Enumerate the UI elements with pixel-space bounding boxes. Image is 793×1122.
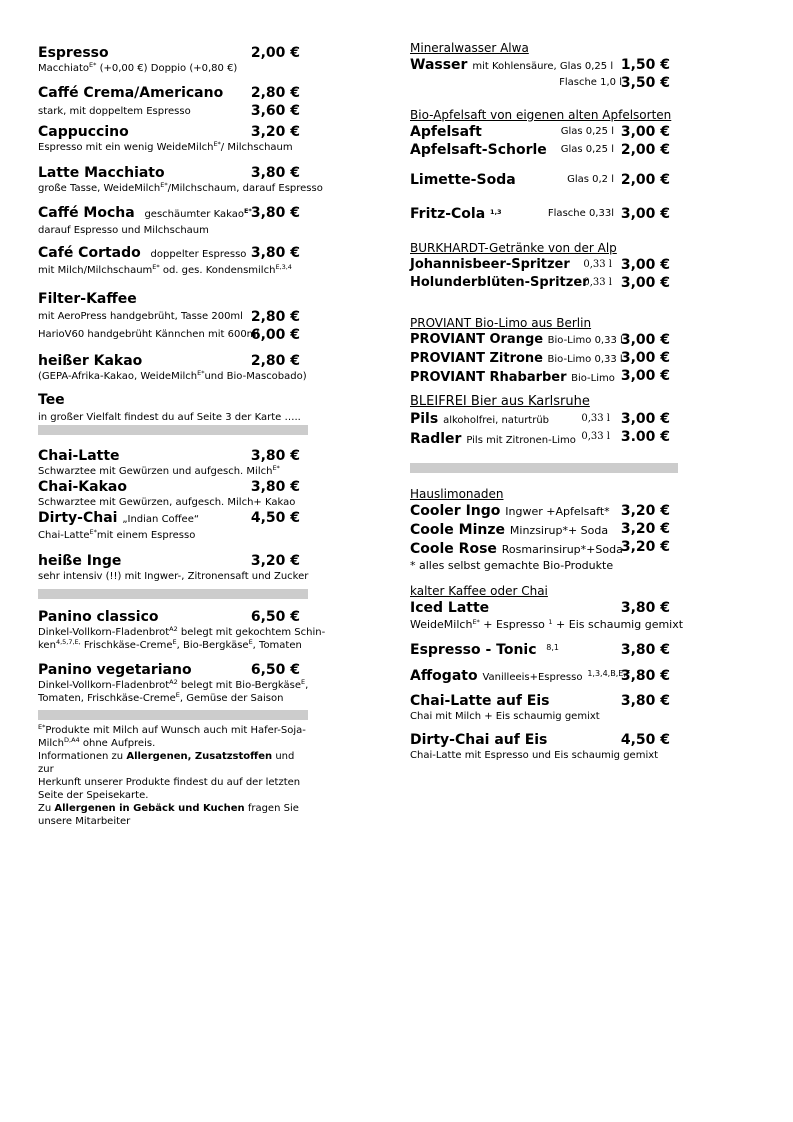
item-price: 3.00 €: [620, 429, 670, 445]
section-heading: PROVIANT Bio-Limo aus Berlin: [410, 316, 592, 330]
item-size: Glas 0,2 l: [567, 174, 614, 185]
item-title: Chai-Latte: [38, 448, 120, 464]
item-price: 3,80 €: [620, 693, 670, 709]
menu-item-dirty-chai-eis: [410, 731, 680, 762]
menu-item-filter-kaffee: [38, 290, 308, 344]
item-title: Tee: [38, 392, 65, 408]
section-heading: Bio-Apfelsaft von eigenen alten Apfelsorten: [410, 108, 672, 122]
item-size: Flasche 0,33l: [547, 208, 614, 219]
item-title-cooler-ingo: Cooler Ingo Ingwer +Apfelsaft*: [410, 503, 610, 519]
item-desc-aeropress: mit AeroPress handgebrüht, Tasse 200ml: [38, 311, 243, 322]
item-desc: sehr intensiv (!!) mit Ingwer-, Zitronensaft und Zucker: [38, 571, 309, 582]
item-desc: Chai mit Milch + Eis schaumig gemixt: [410, 711, 600, 722]
item-price-double: 3,60 €: [250, 103, 300, 119]
item-desc: Espresso mit ein wenig WeideMilch$^{E*}$/ Milchschaum: [38, 140, 293, 153]
menu-item-heisse-inge: [38, 552, 308, 583]
item-desc: Chai-Latte$^{E*}$mit einem Espresso: [38, 528, 196, 541]
menu-item-chai-latte-eis: [410, 692, 680, 723]
section-mineralwasser: [410, 41, 680, 91]
item-note: * alles selbst gemachte Bio-Produkte: [410, 559, 614, 572]
item-price: 2,00 €: [250, 45, 300, 61]
item-title-coole-rose: Coole Rose Rosmarinsirup*+Soda: [410, 541, 623, 557]
item-price: 2,00 €: [620, 172, 670, 188]
item-title-schorle: Apfelsaft-Schorle: [410, 142, 547, 158]
item-price: 3,20 €: [620, 503, 670, 519]
separator-bar: [38, 425, 308, 435]
item-title-apfelsaft: Apfelsaft: [410, 124, 482, 140]
menu-item-chai-kakao: [38, 478, 308, 509]
item-title: Café Cortado doppelter Espresso: [38, 245, 247, 261]
menu-item-americano: [38, 84, 308, 121]
menu-item-latte-macchiato: [38, 164, 323, 195]
item-price: 3,20 €: [620, 539, 670, 555]
item-title-zitrone: PROVIANT Zitrone Bio-Limo 0,33 l: [410, 351, 623, 366]
item-price: 6,50 €: [250, 662, 300, 678]
item-title: Panino vegetariano: [38, 662, 192, 678]
item-desc: Schwarztee mit Gewürzen und aufgesch. Milch$^{E*}$: [38, 464, 280, 477]
item-price: 3,80 €: [250, 479, 300, 495]
menu-item-limette-soda: [410, 171, 680, 189]
item-desc-hario: HarioV60 handgebrüht Kännchen mit 600ml: [38, 329, 260, 340]
separator-bar: [38, 589, 308, 599]
item-price: 3,80 €: [250, 245, 300, 261]
item-title: Dirty-Chai „Indian Coffee“: [38, 510, 200, 526]
item-size: 0,33 l: [583, 277, 612, 288]
section-apfelsaft: [410, 108, 680, 159]
section-burkhardt: [410, 241, 680, 292]
section-heading: BLEIFREI Bier aus Karlsruhe: [410, 394, 590, 409]
separator-bar: [410, 463, 678, 473]
section-proviant: [410, 316, 680, 388]
item-desc: stark, mit doppeltem Espresso: [38, 106, 191, 117]
item-price: 3,80 €: [250, 448, 300, 464]
item-desc: in großer Vielfalt findest du auf Seite 3 der Karte …..: [38, 412, 301, 423]
item-title-iced-latte: Iced Latte: [410, 600, 490, 616]
item-desc-line1: Dinkel-Vollkorn-Fladenbrot$^{A2}$ belegt mit gekochtem Schin-: [38, 625, 326, 638]
item-price-hario: 6,00 €: [250, 327, 300, 343]
item-desc: WeideMilch$^{E*}$ + Espresso $^1$ + Eis schaumig gemixt: [410, 618, 684, 631]
item-title-holunder: Holunderblüten-Spritzer: [410, 275, 589, 290]
menu-item-chai-latte: [38, 447, 308, 478]
item-title: Dirty-Chai auf Eis: [410, 732, 548, 748]
menu-item-tee: [38, 391, 308, 424]
item-price-bottle: 3,50 €: [620, 75, 670, 91]
item-desc-line2: Tomaten, Frischkäse-Creme$^E$, Gemüse der Saison: [38, 691, 284, 704]
menu-item-espresso-tonic: [410, 641, 680, 659]
item-price-aeropress: 2,80 €: [250, 309, 300, 325]
item-title: heißer Kakao: [38, 353, 143, 369]
item-title: Latte Macchiato: [38, 165, 165, 181]
section-bleifrei: [410, 394, 680, 450]
allergen-note: $^{E*}$Produkte mit Milch auf Wunsch auch mit Hafer-Soja- Milch$^{D,A4}$ ohne Aufpreis. Informationen zu Allergenen, Zusatzstoffen und zur Herkunft unserer Produkte findest du auf der letzten Seite der Speisekarte. Zu Allergenen in Gebäck und Kuchen fragen Sie unsere Mitarbeiter: [38, 723, 306, 827]
menu-item-cappuccino: [38, 123, 308, 154]
section-heading: Mineralwasser Alwa: [410, 41, 529, 55]
item-price: 3,00 €: [620, 206, 670, 222]
menu-item-heisser-kakao: [38, 352, 308, 383]
item-title: Cappuccino: [38, 124, 129, 140]
item-title: Affogato Vanilleeis+Espresso $^{1,3,4,B,E,F}$: [410, 668, 631, 684]
item-size: Flasche 1,0 l: [559, 77, 622, 88]
section-heading: BURKHARDT-Getränke von der Alp: [410, 241, 617, 255]
item-price: 3,20 €: [250, 553, 300, 569]
item-price: 2,80 €: [250, 353, 300, 369]
item-price: 3,00 €: [620, 257, 670, 273]
item-size: 0,33 l: [581, 431, 610, 442]
section-heading: Hauslimonaden: [410, 487, 504, 501]
item-title-pils: Pils alkoholfrei, naturtrüb: [410, 411, 550, 427]
item-price: 3,00 €: [620, 368, 670, 384]
item-title-radler: Radler Pils mit Zitronen-Limo: [410, 431, 576, 447]
section-kalter-kaffee: [410, 584, 684, 633]
item-desc-line2: ken$^{4,5,7,E,}$ Frischkäse-Creme$^E$, Bio-Bergkäse$^E$, Tomaten: [38, 638, 302, 651]
item-title: Panino classico: [38, 609, 159, 625]
item-title: heiße Inge: [38, 553, 122, 569]
item-desc: darauf Espresso und Milchschaum: [38, 225, 209, 236]
item-title: Limette-Soda: [410, 172, 516, 188]
item-desc: Schwarztee mit Gewürzen, aufgesch. Milch+ Kakao: [38, 497, 296, 508]
item-size: Glas 0,25 l: [560, 144, 614, 155]
menu-item-caffe-mocha: [38, 204, 308, 237]
item-title: Fritz-Cola $^{1,3}$: [410, 206, 502, 222]
item-price: 3,00 €: [620, 411, 670, 427]
item-size: 0,33 l: [581, 413, 610, 424]
item-title: Wasser mit Kohlensäure, Glas 0,25 l: [410, 57, 614, 73]
item-title: Chai-Kakao: [38, 479, 127, 495]
item-desc: (GEPA-Afrika-Kakao, WeideMilch$^{E*}$und Bio-Mascobado): [38, 369, 307, 382]
item-desc: Chai-Latte mit Espresso und Eis schaumig gemixt: [410, 750, 659, 761]
section-hauslimonaden: [410, 487, 680, 572]
item-title: Filter-Kaffee: [38, 291, 137, 307]
item-desc: große Tasse, WeideMilch$^{E*}$/Milchschaum, darauf Espresso: [38, 181, 323, 194]
item-title-rhabarber: PROVIANT Rhabarber Bio-Limo: [410, 370, 615, 385]
item-price: 3,20 €: [250, 124, 300, 140]
menu-item-fritz-cola: [410, 205, 680, 223]
item-price: 4,50 €: [250, 510, 300, 526]
item-price: 1,50 €: [620, 57, 670, 73]
item-price: 3,00 €: [620, 124, 670, 140]
menu-item-espresso: [38, 44, 308, 75]
menu-item-panino-vegetariano: [38, 661, 308, 705]
item-desc: mit Milch/Milchschaum$^{E*}$ od. ges. Kondensmilch$^{E,3,4}$: [38, 263, 292, 276]
section-heading: kalter Kaffee oder Chai: [410, 584, 548, 598]
menu-item-panino-classico: [38, 608, 326, 652]
item-price: 3,00 €: [620, 275, 670, 291]
item-title-orange: PROVIANT Orange Bio-Limo 0,33 l: [410, 332, 623, 347]
item-title-johannisbeer: Johannisbeer-Spritzer: [410, 257, 570, 272]
item-price: 6,50 €: [250, 609, 300, 625]
item-size: 0,33 l: [583, 259, 612, 270]
item-price: 2,00 €: [620, 142, 670, 158]
item-price: 3,80 €: [620, 642, 670, 658]
item-price: 2,80 €: [250, 85, 300, 101]
item-title: Chai-Latte auf Eis: [410, 693, 550, 709]
item-desc-line1: Dinkel-Vollkorn-Fladenbrot$^{A2}$ belegt mit Bio-Bergkäse$^E$,: [38, 678, 309, 691]
item-desc: Macchiato$^{E*}$ (+0,00 €) Doppio (+0,80 €): [38, 61, 238, 74]
separator-bar: [38, 710, 308, 720]
item-price: 3,80 €: [250, 205, 300, 221]
item-price: 3,00 €: [620, 332, 670, 348]
item-price: 3,20 €: [620, 521, 670, 537]
item-title-coole-minze: Coole Minze Minzsirup*+ Soda: [410, 522, 609, 538]
item-title: Caffé Mocha geschäumter Kakao$^{E*}$: [38, 205, 252, 221]
item-title: Espresso - Tonic $^{8,1}$: [410, 642, 560, 658]
menu-item-affogato: [410, 667, 680, 687]
item-price: 3,00 €: [620, 350, 670, 366]
item-price: 3,80 €: [620, 600, 670, 616]
menu-item-dirty-chai: [38, 509, 308, 542]
item-size: Glas 0,25 l: [560, 126, 614, 137]
item-title: Caffé Crema/Americano: [38, 85, 224, 101]
item-price: 4,50 €: [620, 732, 670, 748]
menu-item-cafe-cortado: [38, 244, 308, 277]
item-price: 3,80 €: [250, 165, 300, 181]
item-price: 3,80 €: [620, 668, 670, 684]
item-title: Espresso: [38, 45, 109, 61]
